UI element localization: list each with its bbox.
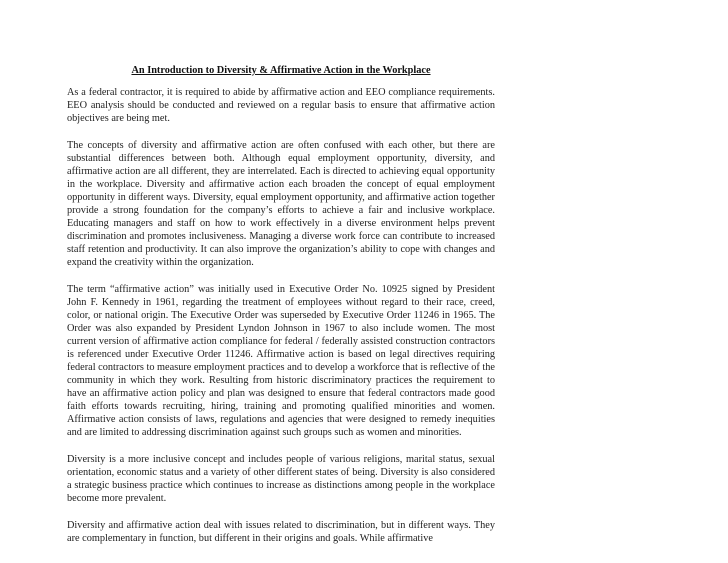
paragraph-federal-contractor: As a federal contractor, it is required to abide by affirmative action and EEO compliance requirements. EEO analysis should be conducted and reviewed on a regular basis to ensure that affirmative action objectives are being met. <box>67 87 495 124</box>
paragraph-comparison: Diversity and affirmative action deal with issues related to discrimination, but in different ways. They are complementary in function, but different in their origins and goals. While affirmative <box>67 520 495 544</box>
document-page <box>67 64 495 545</box>
paragraph-concepts: The concepts of diversity and affirmative action are often confused with each other, but there are substantial differences between both. Although equal employment opportunity, diversity, and affirmative action are all different, they are interrelated. Each is directed to achieving equal opportunity in the workplace. Diversity and affirmative action each broaden the concept of equal employment opportunity in different ways. Diversity, equal employment opportunity, and affirmative action together provide a strong foundation for the company’s efforts to achieve a fair and inclusive workplace. Educating managers and staff on how to work effectively in a diverse environment helps prevent discrimination and promotes inclusiveness. Managing a diverse work force can contribute to increased staff retention and productivity. It can also improve the organization’s ability to cope with changes and expand the creativity within the organization. <box>67 140 495 268</box>
paragraph-diversity: Diversity is a more inclusive concept and includes people of various religions, marital status, sexual orientation, economic status and a variety of other different states of being. Diversity is also considered a strategic business practice which continues to increase as distinctions among people in the workplace become more prevalent. <box>67 454 495 504</box>
document-title: An Introduction to Diversity & Affirmative Action in the Workplace <box>131 65 431 76</box>
paragraph-history: The term “affirmative action” was initially used in Executive Order No. 10925 signed by President John F. Kennedy in 1961, regarding the treatment of employees without regard to their race, creed, color, or national origin. The Executive Order was superseded by Executive Order 11246 in 1965. The Order was also expanded by President Lyndon Johnson in 1967 to also include women. The most current version of affirmative action compliance for federal / federally assisted construction contractors is referenced under Executive Order 11246. Affirmative action is based on legal directives requiring federal contractors to measure employment practices and to develop a workforce that is reflective of the community in which they work. Resulting from historic discriminatory practices the requirement to have an affirmative action policy and plan was designed to ensure that federal contractors made good faith efforts towards recruiting, hiring, training and promoting qualified minorities and women. Affirmative action consists of laws, regulations and agencies that were designed to remedy inequities and are limited to addressing discrimination against such groups such as women and minorities. <box>67 284 495 438</box>
